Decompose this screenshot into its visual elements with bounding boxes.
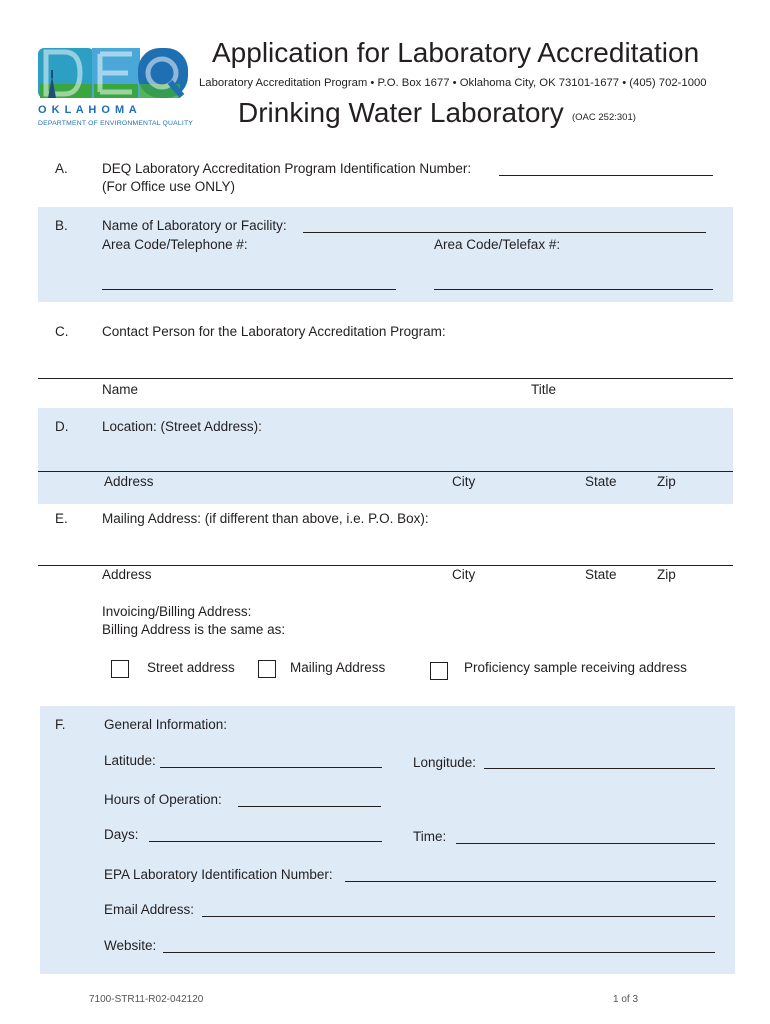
- contact-name-field[interactable]: [102, 364, 502, 378]
- lab-name-field[interactable]: [303, 218, 706, 233]
- page-title: Application for Laboratory Accreditation: [212, 37, 700, 68]
- deq-logo: [34, 44, 194, 132]
- telephone-label: Area Code/Telephone #:: [102, 237, 248, 252]
- lab-name-label: Name of Laboratory or Facility:: [102, 218, 287, 233]
- street-address-checkbox[interactable]: [111, 660, 129, 678]
- website-field[interactable]: [163, 938, 715, 953]
- email-field[interactable]: [202, 902, 715, 917]
- mailing-address-field[interactable]: [102, 550, 432, 564]
- lab-id-field[interactable]: [499, 161, 713, 176]
- email-label: Email Address:: [104, 902, 195, 917]
- longitude-label: Longitude:: [413, 755, 477, 770]
- mailing-zip-caption: Zip: [657, 567, 676, 582]
- regulation-code: (OAC 252:301): [572, 112, 636, 123]
- hours-label: Hours of Operation:: [104, 792, 222, 807]
- contact-label: Contact Person for the Laboratory Accreditation Program:: [102, 324, 446, 339]
- location-address-field[interactable]: [102, 456, 432, 470]
- latitude-label: Latitude:: [104, 753, 156, 768]
- street-address-option: Street address: [147, 660, 235, 675]
- mailing-state-caption: State: [585, 567, 617, 582]
- latitude-field[interactable]: [160, 753, 382, 768]
- time-field[interactable]: [456, 829, 715, 844]
- location-label: Location: (Street Address):: [102, 419, 262, 434]
- section-a-label: DEQ Laboratory Accreditation Program Identification Number:: [102, 161, 472, 176]
- hours-field[interactable]: [238, 792, 381, 807]
- contact-title-field[interactable]: [530, 364, 720, 378]
- header-contact: Laboratory Accreditation Program • P.O. Box 1677 • Oklahoma City, OK 73101-1677 • (405) 702-1000: [199, 77, 707, 89]
- telefax-field[interactable]: [434, 275, 713, 290]
- location-line: [38, 471, 733, 472]
- days-field[interactable]: [149, 827, 382, 842]
- time-label: Time:: [413, 829, 447, 844]
- epa-id-field[interactable]: [345, 867, 716, 882]
- deq-logo-graphic: [34, 44, 194, 102]
- mailing-address-caption: Address: [102, 567, 152, 582]
- section-a-letter: A.: [55, 161, 68, 176]
- proficiency-address-option: Proficiency sample receiving address: [464, 660, 687, 675]
- page-number: 1 of 3: [613, 994, 639, 1005]
- epa-id-label: EPA Laboratory Identification Number:: [104, 867, 333, 882]
- section-d-letter: D.: [55, 419, 69, 434]
- mailing-address-checkbox[interactable]: [258, 660, 276, 678]
- website-label: Website:: [104, 938, 157, 953]
- contact-title-caption: Title: [531, 382, 557, 397]
- location-state-caption: State: [585, 474, 617, 489]
- telefax-label: Area Code/Telefax #:: [434, 237, 561, 252]
- location-zip-caption: Zip: [657, 474, 676, 489]
- proficiency-address-checkbox[interactable]: [430, 662, 448, 680]
- mailing-address-option: Mailing Address: [290, 660, 386, 675]
- section-f-letter: F.: [55, 717, 66, 732]
- section-c-letter: C.: [55, 324, 69, 339]
- location-address-caption: Address: [104, 474, 154, 489]
- longitude-field[interactable]: [484, 754, 715, 769]
- mailing-city-caption: City: [452, 567, 476, 582]
- telephone-field[interactable]: [102, 275, 396, 290]
- billing-label: Invoicing/Billing Address:: [102, 604, 252, 619]
- contact-line: [38, 378, 733, 379]
- general-info-label: General Information:: [104, 717, 228, 732]
- logo-state-text: O K L A H O M A: [38, 104, 138, 116]
- logo-dept-text: DEPARTMENT OF ENVIRONMENTAL QUALITY: [38, 120, 194, 127]
- section-a-note: (For Office use ONLY): [102, 179, 236, 194]
- days-label: Days:: [104, 827, 139, 842]
- page-subtitle: Drinking Water Laboratory: [238, 97, 564, 128]
- location-city-caption: City: [452, 474, 476, 489]
- section-b-letter: B.: [55, 218, 68, 233]
- form-id: 7100-STR11-R02-042120: [89, 994, 204, 1005]
- section-e-letter: E.: [55, 511, 68, 526]
- contact-name-caption: Name: [102, 382, 139, 397]
- mailing-label: Mailing Address: (if different than above, i.e. P.O. Box):: [102, 511, 429, 526]
- billing-same-label: Billing Address is the same as:: [102, 622, 286, 637]
